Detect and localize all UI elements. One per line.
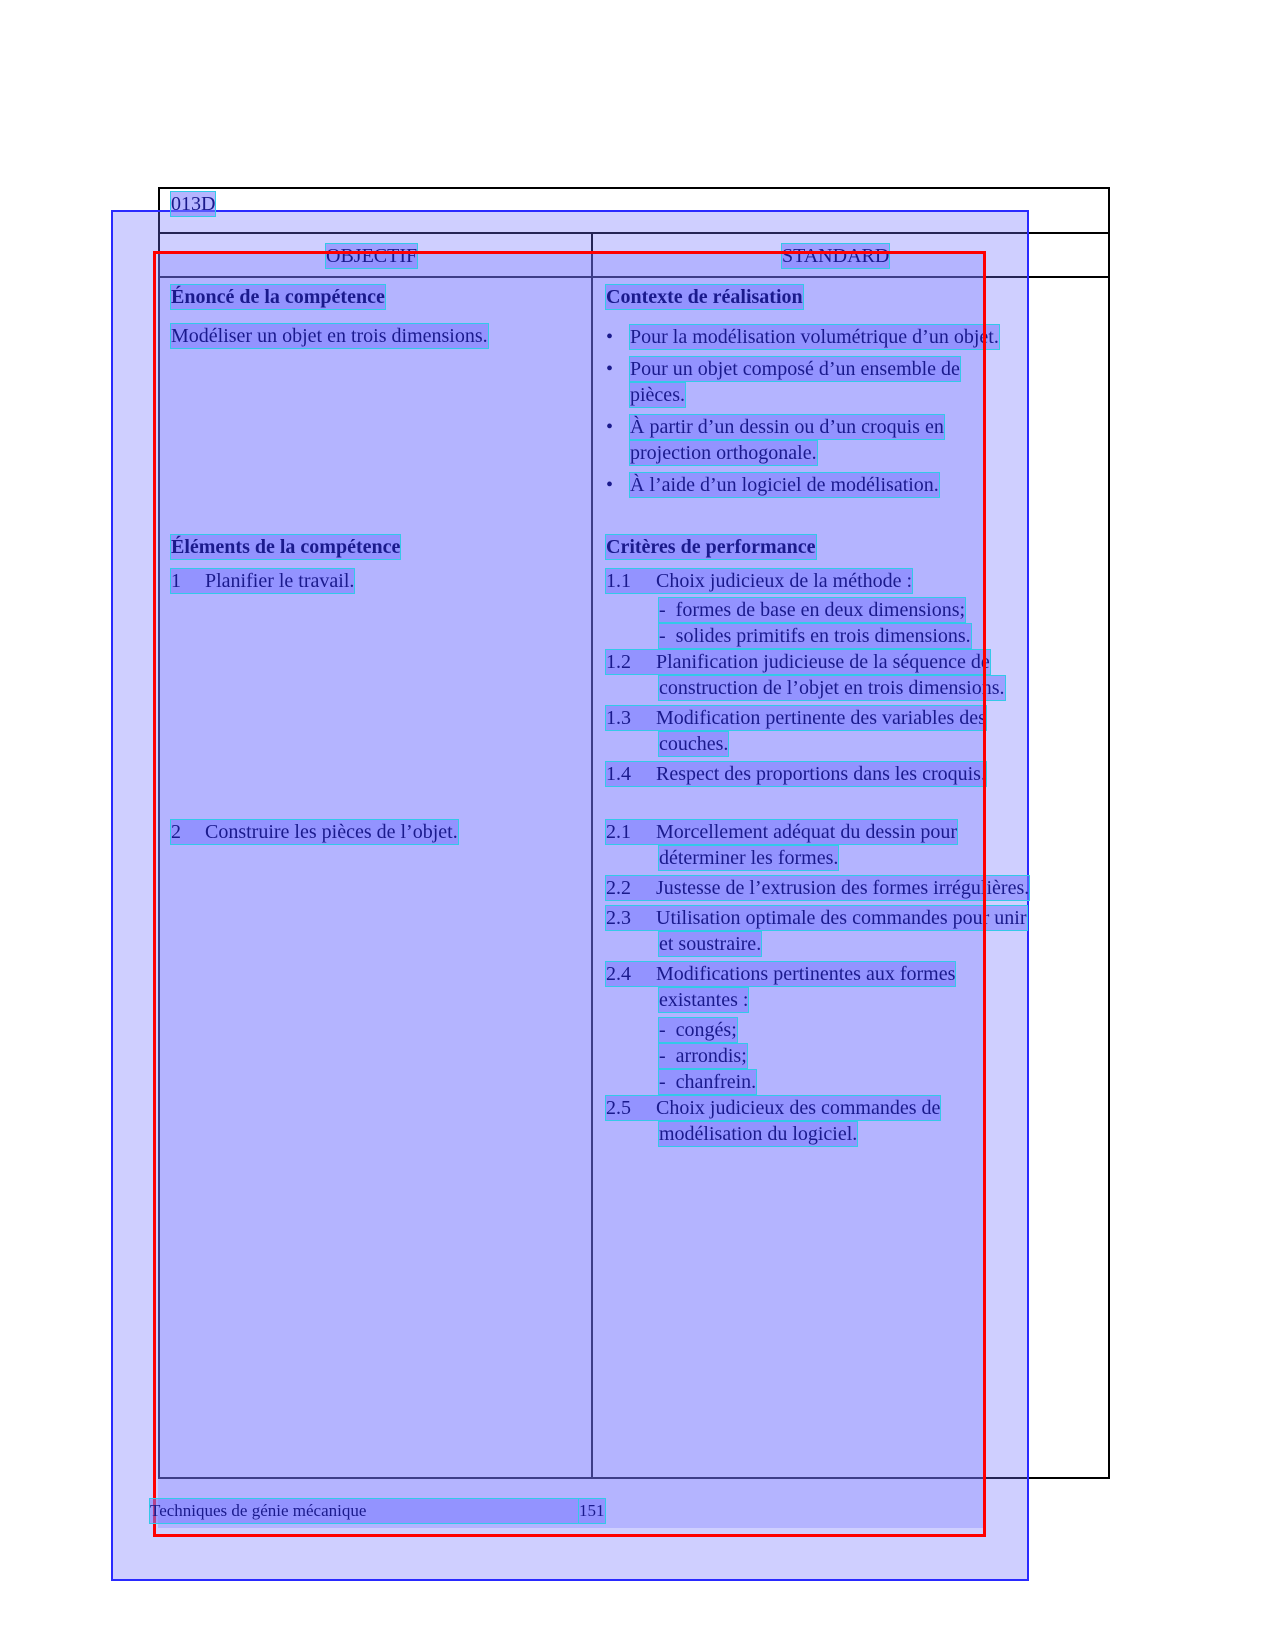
header-objectif: OBJECTIF bbox=[326, 245, 418, 267]
critere-line: Modifications pertinentes aux formes bbox=[656, 963, 956, 985]
contexte-line: À partir d’un dessin ou d’un croquis en bbox=[630, 416, 944, 438]
critere-line: Morcellement adéquat du dessin pour bbox=[656, 821, 958, 843]
enonce-text: Modéliser un objet en trois dimensions. bbox=[171, 325, 488, 347]
header-standard: STANDARD bbox=[782, 245, 890, 267]
critere-line: Planification judicieuse de la séquence de bbox=[656, 651, 990, 673]
critere-number: 1.1 bbox=[606, 570, 631, 592]
sub-bullet: - bbox=[659, 1019, 666, 1041]
critere-line: Choix judicieux de la méthode : bbox=[656, 570, 913, 592]
contexte-line: À l’aide d’un logiciel de modélisation. bbox=[630, 474, 939, 496]
contexte-bullet: • bbox=[606, 474, 614, 496]
sub-bullet: - bbox=[659, 1045, 666, 1067]
contexte-title: Contexte de réalisation bbox=[606, 286, 803, 308]
sub-bullet: - bbox=[659, 1071, 666, 1093]
critere-number: 2.4 bbox=[606, 963, 631, 985]
critere-line: et soustraire. bbox=[659, 933, 762, 955]
element-number: 1 bbox=[171, 570, 181, 592]
critere-line: Choix judicieux des commandes de bbox=[656, 1097, 941, 1119]
subitem-text: formes de base en deux dimensions; bbox=[675, 599, 966, 621]
critere-line: construction de l’objet en trois dimensions. bbox=[659, 677, 1005, 699]
element-text: Planifier le travail. bbox=[205, 570, 355, 592]
critere-line: existantes : bbox=[659, 989, 749, 1011]
critere-number: 2.2 bbox=[606, 877, 631, 899]
elements-title: Éléments de la compétence bbox=[171, 536, 401, 558]
contexte-line: projection orthogonale. bbox=[630, 442, 817, 464]
critere-line: modélisation du logiciel. bbox=[659, 1123, 858, 1145]
subitem-text: arrondis; bbox=[675, 1045, 747, 1067]
footer-page: 151 bbox=[579, 1499, 605, 1523]
sub-bullet: - bbox=[659, 625, 666, 647]
element-number: 2 bbox=[171, 821, 181, 843]
enonce-title: Énoncé de la compétence bbox=[171, 286, 385, 308]
critere-number: 2.1 bbox=[606, 821, 631, 843]
footer-program: Techniques de génie mécanique bbox=[150, 1499, 578, 1523]
subitem-text: solides primitifs en trois dimensions. bbox=[675, 625, 971, 647]
critere-line: déterminer les formes. bbox=[659, 847, 839, 869]
contexte-line: Pour un objet composé d’un ensemble de bbox=[630, 358, 960, 380]
subitem-text: congés; bbox=[675, 1019, 737, 1041]
critere-number: 1.4 bbox=[606, 763, 631, 785]
element-text: Construire les pièces de l’objet. bbox=[205, 821, 458, 843]
sub-bullet: - bbox=[659, 599, 666, 621]
contexte-bullet: • bbox=[606, 326, 614, 348]
critere-line: couches. bbox=[659, 733, 729, 755]
contexte-line: pièces. bbox=[630, 384, 685, 406]
subitem-text: chanfrein. bbox=[675, 1071, 757, 1093]
selection-box bbox=[153, 251, 986, 1537]
critere-number: 2.5 bbox=[606, 1097, 631, 1119]
critere-line: Utilisation optimale des commandes pour unir bbox=[656, 907, 1027, 929]
criteres-title: Critères de performance bbox=[606, 536, 816, 558]
critere-line: Modification pertinente des variables des bbox=[656, 707, 986, 729]
critere-line: Justesse de l’extrusion des formes irrégulières. bbox=[656, 877, 1030, 899]
critere-number: 1.3 bbox=[606, 707, 631, 729]
critere-number: 2.3 bbox=[606, 907, 631, 929]
contexte-line: Pour la modélisation volumétrique d’un objet. bbox=[630, 326, 999, 348]
critere-line: Respect des proportions dans les croquis. bbox=[656, 763, 986, 785]
contexte-bullet: • bbox=[606, 416, 614, 438]
document-code: 013D bbox=[171, 193, 216, 215]
critere-number: 1.2 bbox=[606, 651, 631, 673]
contexte-bullet: • bbox=[606, 358, 614, 380]
